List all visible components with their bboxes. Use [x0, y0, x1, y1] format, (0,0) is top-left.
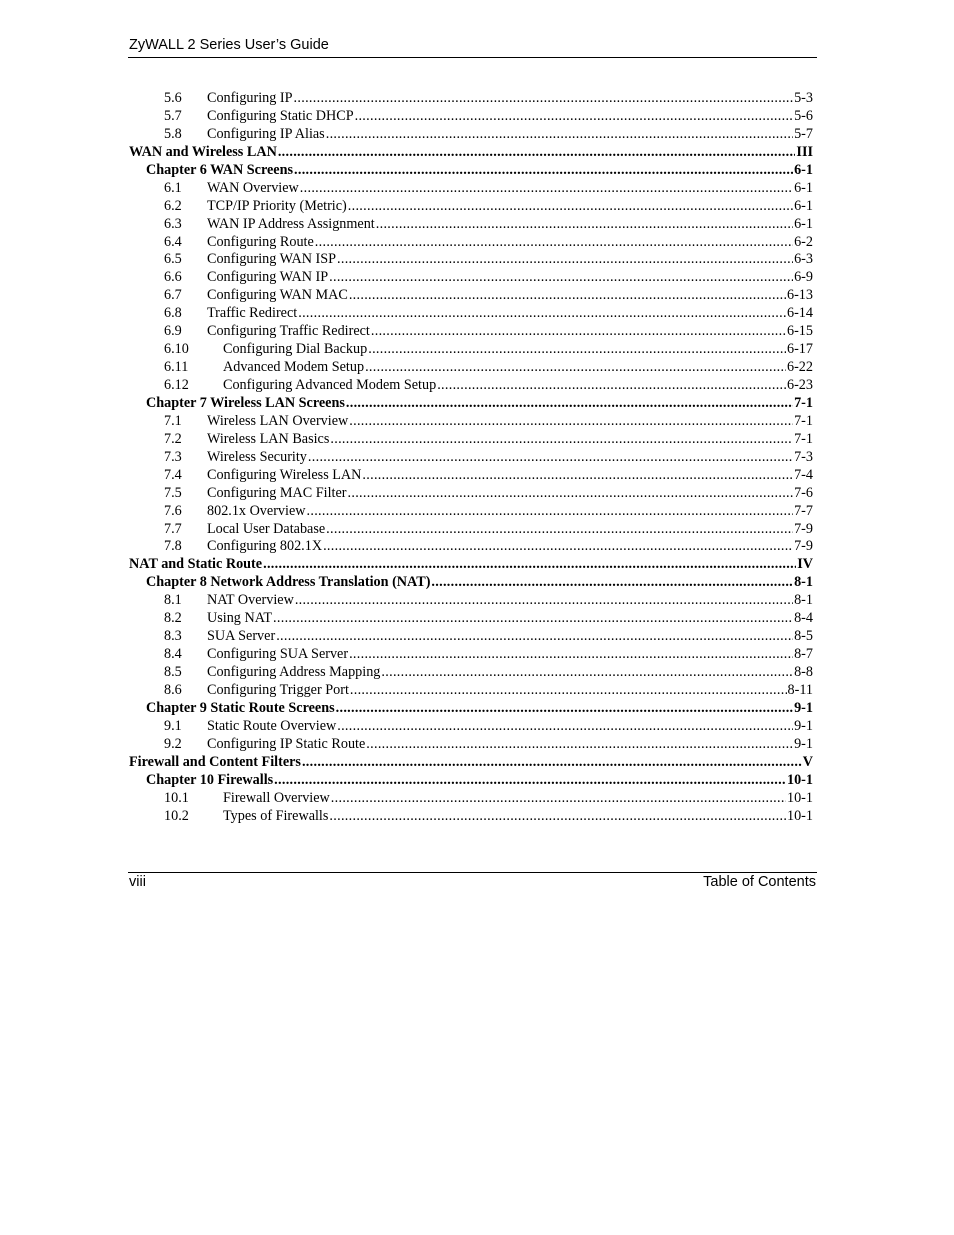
- toc-page-number: 8-4: [794, 610, 813, 627]
- toc-section-entry[interactable]: [129, 664, 813, 682]
- toc-entry-title: Configuring Advanced Modem Setup: [223, 377, 437, 393]
- toc-section-number: 6.7: [164, 287, 182, 304]
- toc-page-number: 7-7: [794, 502, 813, 519]
- toc-part-entry[interactable]: [129, 556, 813, 574]
- toc-page-number: 7-6: [794, 484, 813, 501]
- toc-entry-title: NAT Overview: [207, 592, 294, 609]
- toc-section-number: 8.4: [164, 646, 182, 663]
- toc-page-number: 6-14: [786, 305, 813, 322]
- toc-section-entry[interactable]: [129, 287, 813, 305]
- toc-dot-leader: [337, 251, 793, 269]
- toc-section-number: 6.3: [164, 215, 182, 232]
- toc-page-number: 7-9: [794, 538, 813, 555]
- toc-section-entry[interactable]: [129, 592, 813, 610]
- toc-dot-leader: [376, 216, 793, 234]
- toc-page-number: 6-9: [794, 269, 813, 286]
- toc-section-number: 7.6: [164, 502, 182, 519]
- toc-section-entry[interactable]: [129, 377, 813, 395]
- toc-entry-title: Configuring WAN ISP: [207, 251, 337, 268]
- toc-dot-leader: [371, 323, 786, 341]
- toc-entry-title: 802.1x Overview: [207, 502, 306, 519]
- toc-entry-title: Configuring IP Static Route: [207, 735, 366, 752]
- toc-entry-title: Configuring Traffic Redirect: [207, 323, 370, 340]
- toc-entry-title: Configuring MAC Filter: [207, 484, 347, 501]
- toc-section-number: 6.10: [164, 341, 189, 358]
- toc-section-number: 9.1: [164, 717, 182, 734]
- toc-section-number: 8.2: [164, 610, 182, 627]
- toc-entry-title: Chapter 6 WAN Screens: [146, 161, 293, 178]
- toc-section-entry[interactable]: [129, 251, 813, 269]
- toc-entry-title: Chapter 10 Firewalls: [146, 771, 274, 788]
- toc-section-number: 6.11: [164, 359, 189, 376]
- toc-page-number: 7-9: [794, 520, 813, 537]
- toc-page-number: 6-1: [794, 215, 813, 232]
- toc-entry-title: Wireless Security: [207, 448, 307, 465]
- toc-entry-title: Configuring Route: [207, 233, 314, 250]
- toc-dot-leader: [336, 700, 793, 718]
- toc-entry-title: Configuring SUA Server: [207, 646, 349, 663]
- toc-section-number: 8.3: [164, 628, 182, 645]
- toc-section-number: 6.6: [164, 269, 182, 286]
- toc-page-number: 8-1: [794, 574, 813, 591]
- footer-page-number: viii: [129, 874, 146, 890]
- toc-entry-title: Chapter 8 Network Address Translation (NAT): [146, 574, 431, 591]
- toc-page-number: 6-1: [794, 179, 813, 196]
- toc-page-number: 8-11: [787, 681, 813, 698]
- toc-section-entry[interactable]: [129, 521, 813, 539]
- toc-dot-leader: [431, 574, 793, 592]
- toc-dot-leader: [273, 610, 793, 628]
- toc-entry-title: WAN and Wireless LAN: [129, 143, 277, 160]
- toc-chapter-entry[interactable]: [129, 395, 813, 413]
- toc-section-entry[interactable]: [129, 359, 813, 377]
- toc-section-number: 7.1: [164, 412, 182, 429]
- toc-chapter-entry[interactable]: [129, 162, 813, 180]
- toc-page-number: III: [796, 143, 813, 160]
- toc-entry-title: WAN IP Address Assignment: [207, 215, 375, 232]
- toc-dot-leader: [278, 144, 796, 162]
- toc-dot-leader: [349, 287, 786, 305]
- toc-dot-leader: [326, 521, 793, 539]
- toc-section-entry[interactable]: [129, 449, 813, 467]
- toc-entry-title: Local User Database: [207, 520, 326, 537]
- toc-entry-title: NAT and Static Route: [129, 556, 263, 573]
- toc-page-number: 6-13: [786, 287, 813, 304]
- toc-page-number: 8-8: [794, 664, 813, 680]
- toc-section-entry[interactable]: [129, 808, 813, 826]
- toc-section-number: 8.1: [164, 592, 182, 609]
- toc-page-number: 7-1: [794, 430, 813, 447]
- toc-section-entry[interactable]: [129, 485, 813, 503]
- toc-section-entry[interactable]: [129, 682, 813, 700]
- toc-entry-title: SUA Server: [207, 628, 276, 645]
- toc-section-number: 6.1: [164, 179, 182, 196]
- toc-section-entry[interactable]: [129, 323, 813, 341]
- toc-page-number: 8-1: [794, 592, 813, 609]
- toc-page-number: 7-3: [794, 448, 813, 465]
- toc-dot-leader: [349, 646, 793, 664]
- toc-dot-leader: [331, 790, 786, 808]
- toc-dot-leader: [326, 126, 793, 144]
- toc-section-entry[interactable]: [129, 503, 813, 521]
- toc-entry-title: Configuring Address Mapping: [207, 664, 381, 680]
- toc-entry-title: Chapter 7 Wireless LAN Screens: [146, 394, 345, 411]
- toc-page-number: 6-17: [786, 341, 813, 358]
- toc-dot-leader: [348, 198, 793, 216]
- toc-section-entry[interactable]: [129, 628, 813, 646]
- toc-section-number: 8.5: [164, 664, 182, 680]
- toc-part-entry[interactable]: [129, 754, 813, 772]
- toc-entry-title: Configuring Static DHCP: [207, 107, 354, 124]
- toc-page-number: 5-3: [794, 90, 813, 106]
- toc-dot-leader: [315, 234, 793, 252]
- toc-dot-leader: [355, 108, 793, 126]
- toc-dot-leader: [348, 485, 794, 503]
- table-of-contents: [129, 90, 813, 825]
- toc-dot-leader: [365, 359, 786, 377]
- toc-page-number: 9-1: [794, 717, 813, 734]
- toc-entry-title: WAN Overview: [207, 179, 299, 196]
- toc-entry-title: Wireless LAN Basics: [207, 430, 330, 447]
- toc-entry-title: Firewall Overview: [223, 789, 330, 806]
- toc-dot-leader: [276, 628, 793, 646]
- toc-section-entry[interactable]: [129, 736, 813, 754]
- toc-section-entry[interactable]: [129, 269, 813, 287]
- toc-page-number: 9-1: [794, 699, 813, 716]
- toc-dot-leader: [274, 772, 786, 790]
- toc-entry-title: Wireless LAN Overview: [207, 412, 349, 429]
- toc-entry-title: Configuring Wireless LAN: [207, 466, 362, 483]
- running-header-title: ZyWALL 2 Series User’s Guide: [129, 37, 329, 53]
- toc-page-number: 8-7: [794, 646, 813, 663]
- toc-page-number: 10-1: [786, 771, 813, 788]
- toc-section-entry[interactable]: [129, 234, 813, 252]
- toc-dot-leader: [302, 754, 802, 772]
- toc-section-entry[interactable]: [129, 198, 813, 216]
- toc-page-number: 6-22: [786, 359, 813, 376]
- toc-dot-leader: [308, 449, 793, 467]
- toc-section-number: 6.2: [164, 197, 182, 214]
- toc-page-number: 10-1: [786, 789, 813, 806]
- header-rule: [128, 57, 817, 58]
- toc-entry-title: Configuring WAN MAC: [207, 287, 348, 304]
- toc-section-entry[interactable]: [129, 790, 813, 808]
- toc-dot-leader: [350, 682, 787, 700]
- toc-section-entry[interactable]: [129, 718, 813, 736]
- toc-dot-leader: [329, 808, 786, 826]
- toc-dot-leader: [298, 305, 786, 323]
- toc-entry-title: TCP/IP Priority (Metric): [207, 197, 347, 214]
- toc-section-number: 10.1: [164, 789, 189, 806]
- toc-section-number: 6.4: [164, 233, 182, 250]
- toc-section-entry[interactable]: [129, 216, 813, 234]
- toc-section-number: 10.2: [164, 807, 189, 824]
- toc-entry-title: Configuring 802.1X: [207, 538, 323, 555]
- toc-section-number: 7.7: [164, 520, 182, 537]
- footer-rule: [128, 872, 817, 873]
- toc-section-number: 7.4: [164, 466, 182, 483]
- toc-entry-title: Firewall and Content Filters: [129, 753, 301, 770]
- toc-section-number: 9.2: [164, 735, 182, 752]
- toc-dot-leader: [300, 180, 793, 198]
- toc-section-number: 5.6: [164, 90, 182, 106]
- toc-entry-title: Configuring IP Alias: [207, 125, 325, 142]
- toc-dot-leader: [323, 538, 793, 556]
- toc-page-number: 6-23: [786, 377, 813, 393]
- toc-page-number: 5-6: [794, 107, 813, 124]
- toc-dot-leader: [294, 90, 794, 108]
- toc-section-number: 7.2: [164, 430, 182, 447]
- toc-entry-title: Configuring WAN IP: [207, 269, 329, 286]
- toc-dot-leader: [330, 431, 793, 449]
- toc-section-entry[interactable]: [129, 341, 813, 359]
- toc-dot-leader: [349, 413, 793, 431]
- toc-entry-title: Using NAT: [207, 610, 273, 627]
- toc-dot-leader: [295, 592, 793, 610]
- toc-chapter-entry[interactable]: [129, 700, 813, 718]
- toc-page-number: 8-5: [794, 628, 813, 645]
- toc-section-entry[interactable]: [129, 108, 813, 126]
- toc-dot-leader: [337, 718, 793, 736]
- toc-page-number: V: [802, 753, 813, 770]
- toc-entry-title: Advanced Modem Setup: [223, 359, 365, 376]
- toc-dot-leader: [366, 736, 793, 754]
- toc-page-number: 10-1: [786, 807, 813, 824]
- toc-section-number: 7.8: [164, 538, 182, 555]
- toc-chapter-entry[interactable]: [129, 772, 813, 790]
- toc-page-number: 7-1: [794, 394, 813, 411]
- toc-page-number: IV: [797, 556, 813, 573]
- toc-dot-leader: [381, 664, 793, 682]
- toc-section-entry[interactable]: [129, 467, 813, 485]
- toc-dot-leader: [346, 395, 793, 413]
- toc-section-number: 7.3: [164, 448, 182, 465]
- toc-dot-leader: [263, 556, 796, 574]
- toc-entry-title: Configuring Trigger Port: [207, 681, 349, 698]
- toc-dot-leader: [307, 503, 794, 521]
- toc-entry-title: Types of Firewalls: [223, 807, 329, 824]
- toc-page-number: 6-3: [794, 251, 813, 268]
- toc-page-number: 6-1: [794, 197, 813, 214]
- toc-section-number: 6.5: [164, 251, 182, 268]
- toc-dot-leader: [294, 162, 793, 180]
- toc-section-entry[interactable]: [129, 431, 813, 449]
- toc-section-number: 6.9: [164, 323, 182, 340]
- toc-dot-leader: [362, 467, 793, 485]
- toc-section-entry[interactable]: [129, 126, 813, 144]
- toc-section-number: 6.8: [164, 305, 182, 322]
- toc-dot-leader: [368, 341, 786, 359]
- toc-entry-title: Static Route Overview: [207, 717, 337, 734]
- toc-section-entry[interactable]: [129, 180, 813, 198]
- toc-section-number: 5.7: [164, 107, 182, 124]
- toc-section-entry[interactable]: [129, 90, 813, 108]
- toc-part-entry[interactable]: [129, 144, 813, 162]
- toc-section-entry[interactable]: [129, 610, 813, 628]
- toc-page-number: 7-1: [794, 412, 813, 429]
- toc-page-number: 6-15: [786, 323, 813, 340]
- toc-section-entry[interactable]: [129, 413, 813, 431]
- toc-entry-title: Traffic Redirect: [207, 305, 298, 322]
- toc-entry-title: Chapter 9 Static Route Screens: [146, 699, 335, 716]
- toc-section-entry[interactable]: [129, 538, 813, 556]
- toc-section-number: 5.8: [164, 125, 182, 142]
- footer-section-title: Table of Contents: [703, 874, 816, 890]
- toc-entry-title: Configuring IP: [207, 90, 293, 106]
- toc-section-entry[interactable]: [129, 305, 813, 323]
- toc-page-number: 6-1: [794, 161, 813, 178]
- toc-entry-title: Configuring Dial Backup: [223, 341, 368, 358]
- toc-page-number: 7-4: [794, 466, 813, 483]
- toc-page-number: 5-7: [794, 125, 813, 142]
- toc-section-entry[interactable]: [129, 646, 813, 664]
- toc-section-number: 7.5: [164, 484, 182, 501]
- toc-dot-leader: [329, 269, 793, 287]
- toc-page-number: 9-1: [794, 735, 813, 752]
- toc-dot-leader: [437, 377, 786, 395]
- toc-section-number: 8.6: [164, 681, 182, 698]
- toc-page-number: 6-2: [794, 233, 813, 250]
- toc-section-number: 6.12: [164, 377, 189, 393]
- toc-chapter-entry[interactable]: [129, 574, 813, 592]
